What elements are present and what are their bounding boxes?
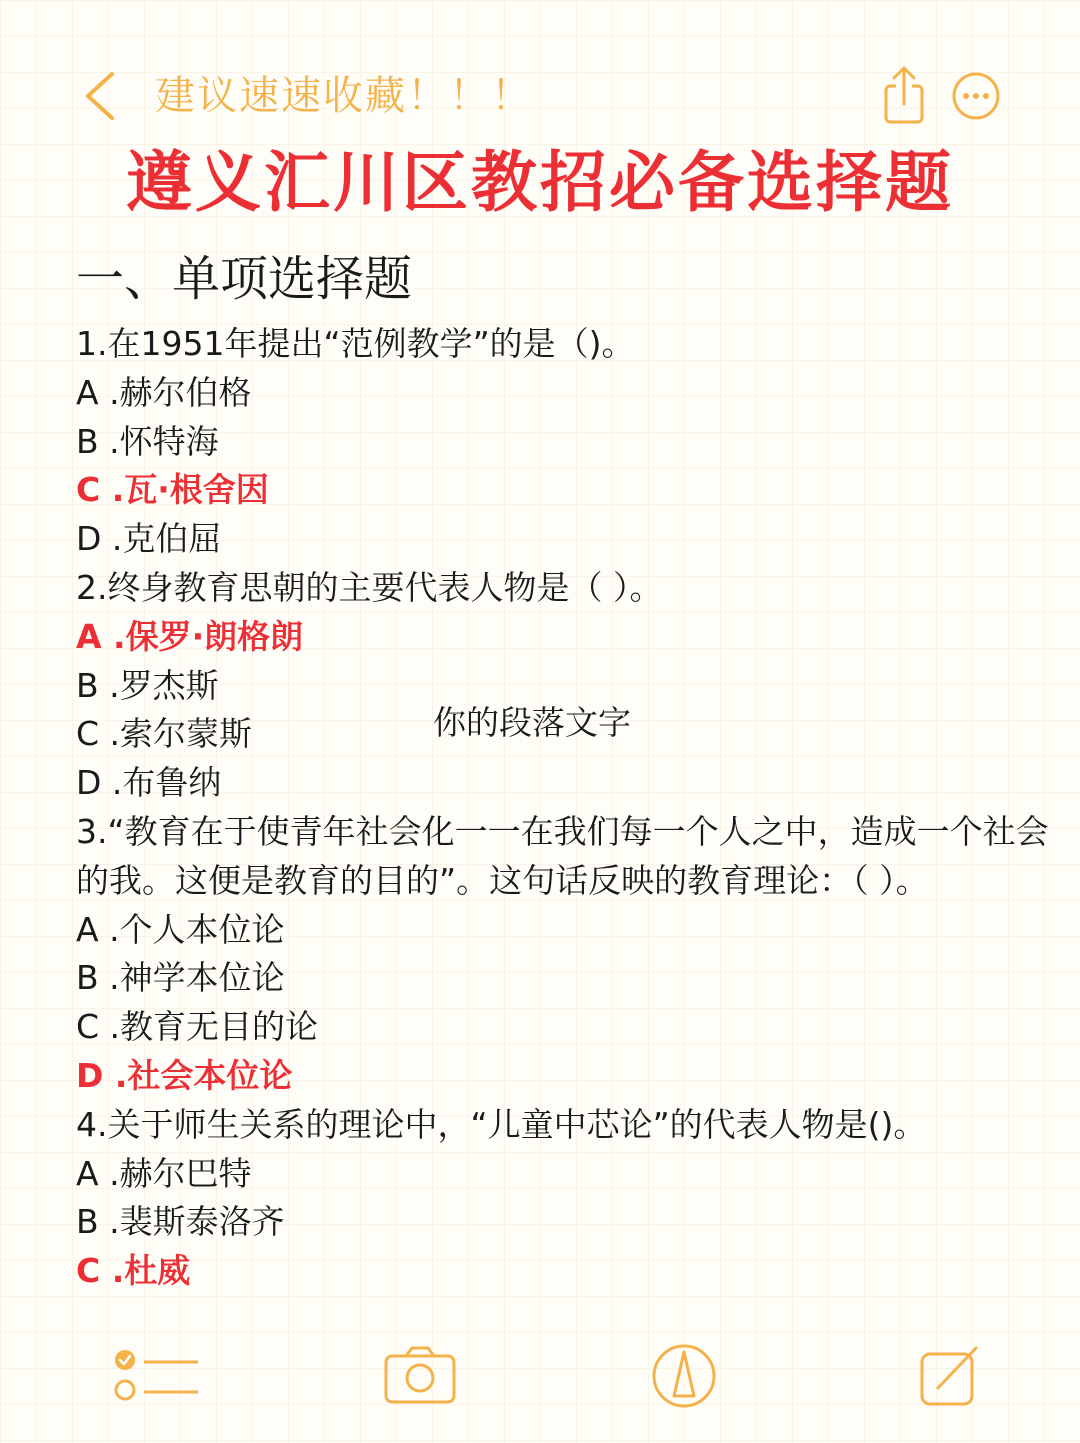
question-3: [76, 808, 1066, 1101]
option-c-answer: C .杜威: [76, 1251, 191, 1291]
option-a-answer: A .保罗·朗格朗: [76, 616, 304, 656]
top-bar: [0, 60, 1080, 132]
question-1: [76, 320, 1066, 564]
option-c: C .教育无目的论: [76, 1007, 319, 1047]
option-d: D .克伯屈: [76, 519, 222, 559]
note-title: 建议速速收藏！！！: [155, 73, 533, 119]
option-c-answer: C .瓦·根舍因: [76, 470, 269, 510]
question-stem: 1.在1951年提出“范例教学”的是（)。: [76, 324, 635, 363]
section-heading: 一、单项选择题: [76, 251, 413, 307]
option-d: D .布鲁纳: [76, 763, 222, 803]
note-content[interactable]: [76, 248, 1066, 1296]
bottom-toolbar: [0, 1340, 1080, 1430]
compose-icon[interactable]: [918, 1344, 982, 1408]
question-2: [76, 564, 1066, 808]
question-stem: 4.关于师生关系的理论中，“儿童中芯论”的代表人物是()。: [76, 1104, 927, 1144]
option-b: B .罗杰斯: [76, 665, 219, 705]
option-a: A .赫尔伯格: [76, 372, 252, 412]
question-4: [76, 1101, 1066, 1296]
question-stem: 3.“教育在于使青年社会化一一在我们每一个人之中，造成一个社会的我。这便是教育的目的”。这句话反映的教育理论：（ ）。: [76, 811, 1049, 900]
option-b: B .裴斯泰洛齐: [76, 1202, 285, 1242]
question-stem: 2.终身教育思朝的主要代表人物是（ ）。: [76, 567, 663, 607]
option-b: B .神学本位论: [76, 958, 285, 998]
option-a: A .赫尔巴特: [76, 1153, 252, 1193]
floating-text-box[interactable]: 你的段落文字: [433, 703, 631, 742]
option-a: A .个人本位论: [76, 909, 285, 949]
share-icon[interactable]: [880, 64, 928, 126]
chevron-left-icon[interactable]: [78, 68, 128, 124]
checklist-icon[interactable]: [112, 1344, 202, 1408]
compass-icon[interactable]: [650, 1342, 718, 1410]
main-title: 遵义汇川区教招必备选择题: [126, 144, 954, 221]
camera-icon[interactable]: [382, 1344, 458, 1406]
option-b: B .怀特海: [76, 421, 219, 461]
option-c: C .索尔蒙斯: [76, 714, 253, 754]
more-icon[interactable]: [950, 70, 1002, 122]
option-d-answer: D .社会本位论: [76, 1055, 293, 1095]
